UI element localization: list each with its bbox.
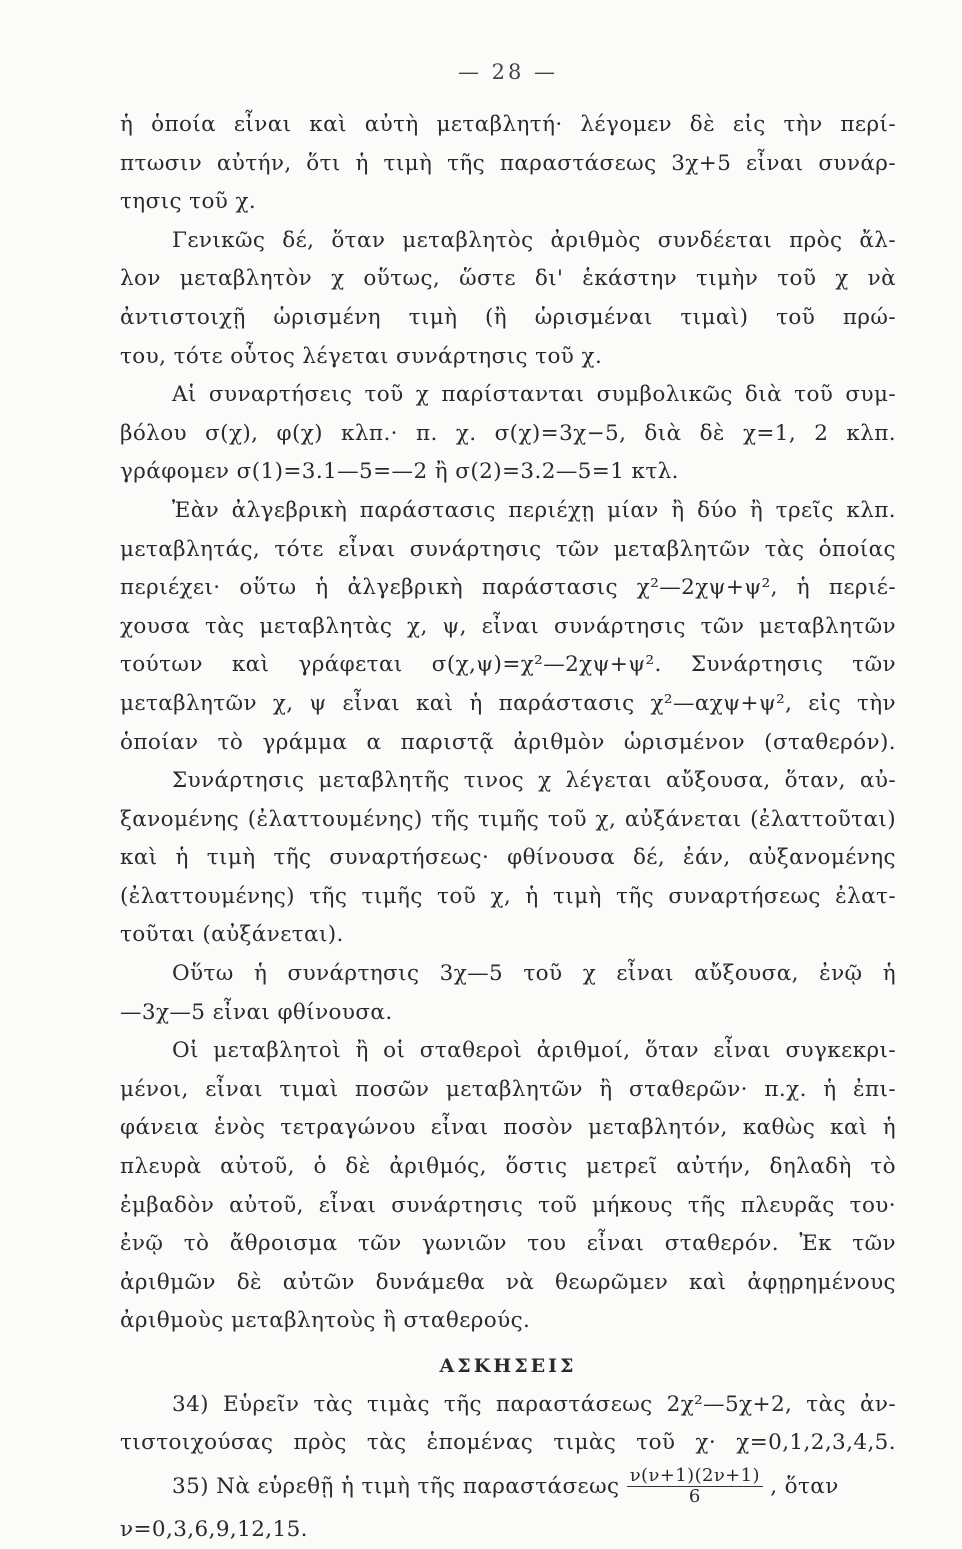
- text-line: μένοι, εἶναι τιμαὶ ποσῶν μεταβλητῶν ἢ σταθερῶν· π.χ. ἡ ἐπι-: [120, 1076, 896, 1102]
- text-line: πτωσιν αὐτήν, ὅτι ἡ τιμὴ τῆς παραστάσεως 3χ+5 εἶναι συνάρ-: [120, 150, 896, 176]
- text-line: 34) Εὑρεῖν τὰς τιμὰς τῆς παραστάσεως 2χ²—5χ+2, τὰς ἀν-: [172, 1391, 896, 1417]
- paragraph-3: [120, 376, 896, 492]
- text-line: Γενικῶς δέ, ὅταν μεταβλητὸς ἀριθμὸς συνδέεται πρὸς ἄλ-: [172, 227, 896, 253]
- text-line: ἐμβαδὸν αὐτοῦ, εἶναι συνάρτησις τοῦ μήκους τῆς πλευρᾶς του·: [120, 1192, 896, 1218]
- text-line: ὁποίαν τὸ γράμμα α παριστᾷ ἀριθμὸν ὡρισμένον (σταθερόν).: [120, 729, 896, 755]
- exercise-35-line-2: ν=0,3,6,9,12,15.: [120, 1516, 308, 1542]
- text-line: μεταβλητάς, τότε εἶναι συνάρτησις τῶν μεταβλητῶν τὰς ὁποίας: [120, 536, 896, 562]
- fraction-numerator: ν(ν+1)(2ν+1): [627, 1466, 763, 1487]
- text-line: του, τότε οὗτος λέγεται συνάρτησις τοῦ χ.: [120, 343, 603, 369]
- text-line: (ἐλαττουμένης) τῆς τιμῆς τοῦ χ, ἡ τιμὴ τῆς συναρτήσεως ἐλατ-: [120, 883, 896, 909]
- exercise-35-prefix: 35) Νὰ εὑρεθῇ ἡ τιμὴ τῆς παραστάσεως: [172, 1473, 620, 1499]
- exercise-35-line-1: [120, 1463, 896, 1511]
- exercise-34: [120, 1386, 896, 1463]
- text-line: καὶ ἡ τιμὴ τῆς συναρτήσεως· φθίνουσα δέ, ἐάν, αὐξανομένης: [120, 845, 896, 871]
- paragraph-1: [120, 106, 896, 222]
- text-line: πλευρὰ αὐτοῦ, ὁ δὲ ἀριθμός, ὅστις μετρεῖ αὐτήν, δηλαδὴ τὸ: [120, 1154, 896, 1180]
- text-line: Αἱ συναρτήσεις τοῦ χ παρίστανται συμβολικῶς διὰ τοῦ συμ-: [172, 382, 896, 408]
- text-line: γράφομεν σ(1)=3.1—5=—2 ἢ σ(2)=3.2—5=1 κτλ.: [120, 459, 679, 485]
- text-line: ἀντιστοιχῇ ὡρισμένη τιμὴ (ἢ ὡρισμέναι τιμαὶ) τοῦ πρώ-: [120, 304, 896, 330]
- text-line: ἀριθμοὺς μεταβλητοὺς ἢ σταθερούς.: [120, 1308, 531, 1334]
- text-line: ξανομένης (ἐλαττουμένης) τῆς τιμῆς τοῦ χ, αὐξάνεται (ἐλαττοῦται): [120, 806, 896, 832]
- text-line: τοῦται (αὐξάνεται).: [120, 922, 344, 948]
- paragraph-4: [120, 492, 896, 762]
- paragraph-5: [120, 762, 896, 955]
- text-line: λον μεταβλητὸν χ οὕτως, ὥστε δι' ἑκάστην τιμὴν τοῦ χ νὰ: [120, 266, 896, 292]
- text-line: περιέχει· οὕτω ἡ ἀλγεβρικὴ παράστασις χ²—2χψ+ψ², ἡ περιέ-: [120, 575, 896, 601]
- fraction: [627, 1466, 763, 1507]
- text-line: μεταβλητῶν χ, ψ εἶναι καὶ ἡ παράστασις χ²—αχψ+ψ², εἰς τὴν: [120, 690, 896, 716]
- text-line: χουσα τὰς μεταβλητὰς χ, ψ, εἶναι συνάρτησις τῶν μεταβλητῶν: [120, 613, 896, 639]
- text-line: βόλου σ(χ), φ(χ) κλπ.· π. χ. σ(χ)=3χ−5, διὰ δὲ χ=1, 2 κλπ.: [120, 420, 896, 446]
- page-number: — 28 —: [457, 60, 559, 84]
- paragraph-2: [120, 222, 896, 376]
- paragraph-6: [120, 955, 896, 1032]
- text-line: τησις τοῦ χ.: [120, 189, 257, 215]
- paragraph-7: [120, 1032, 896, 1341]
- text-line: ἐνῷ τὸ ἄθροισμα τῶν γωνιῶν του εἶναι σταθερόν. Ἐκ τῶν: [120, 1231, 896, 1257]
- text-line: Οἱ μεταβλητοὶ ἢ οἱ σταθεροὶ ἀριθμοί, ὅταν εἶναι συγκεκρι-: [172, 1038, 896, 1064]
- text-line: τούτων καὶ γράφεται σ(χ,ψ)=χ²—2χψ+ψ². Συνάρτησις τῶν: [120, 652, 896, 678]
- text-line: —3χ—5 εἶναι φθίνουσα.: [120, 999, 393, 1025]
- exercises-heading: ΑΣΚΗΣΕΙΣ: [439, 1355, 577, 1377]
- text-line: ἡ ὁποία εἶναι καὶ αὐτὴ μεταβλητή· λέγομεν δὲ εἰς τὴν περί-: [120, 112, 896, 137]
- exercise-35: [120, 1463, 896, 1549]
- text-line: ἀριθμῶν δὲ αὐτῶν δυνάμεθα νὰ θεωρῶμεν καὶ ἀφῃρημένους: [120, 1269, 896, 1295]
- exercise-35-suffix: , ὅταν: [770, 1473, 839, 1499]
- text-line: Ἐὰν ἀλγεβρικὴ παράστασις περιέχῃ μίαν ἢ δύο ἢ τρεῖς κλπ.: [172, 497, 896, 523]
- text-line: Οὕτω ἡ συνάρτησις 3χ—5 τοῦ χ εἶναι αὔξουσα, ἐνῷ ἡ: [172, 961, 896, 987]
- fraction-denominator: 6: [688, 1486, 701, 1508]
- text-line: Συνάρτησις μεταβλητῆς τινος χ λέγεται αὔξουσα, ὅταν, αὐ-: [172, 768, 896, 794]
- text-line: τιστοιχούσας πρὸς τὰς ἑπομένας τιμὰς τοῦ χ· χ=0,1,2,3,4,5.: [120, 1430, 896, 1456]
- text-line: φάνεια ἑνὸς τετραγώνου εἶναι ποσὸν μεταβλητόν, καθὼς καὶ ἡ: [120, 1115, 896, 1141]
